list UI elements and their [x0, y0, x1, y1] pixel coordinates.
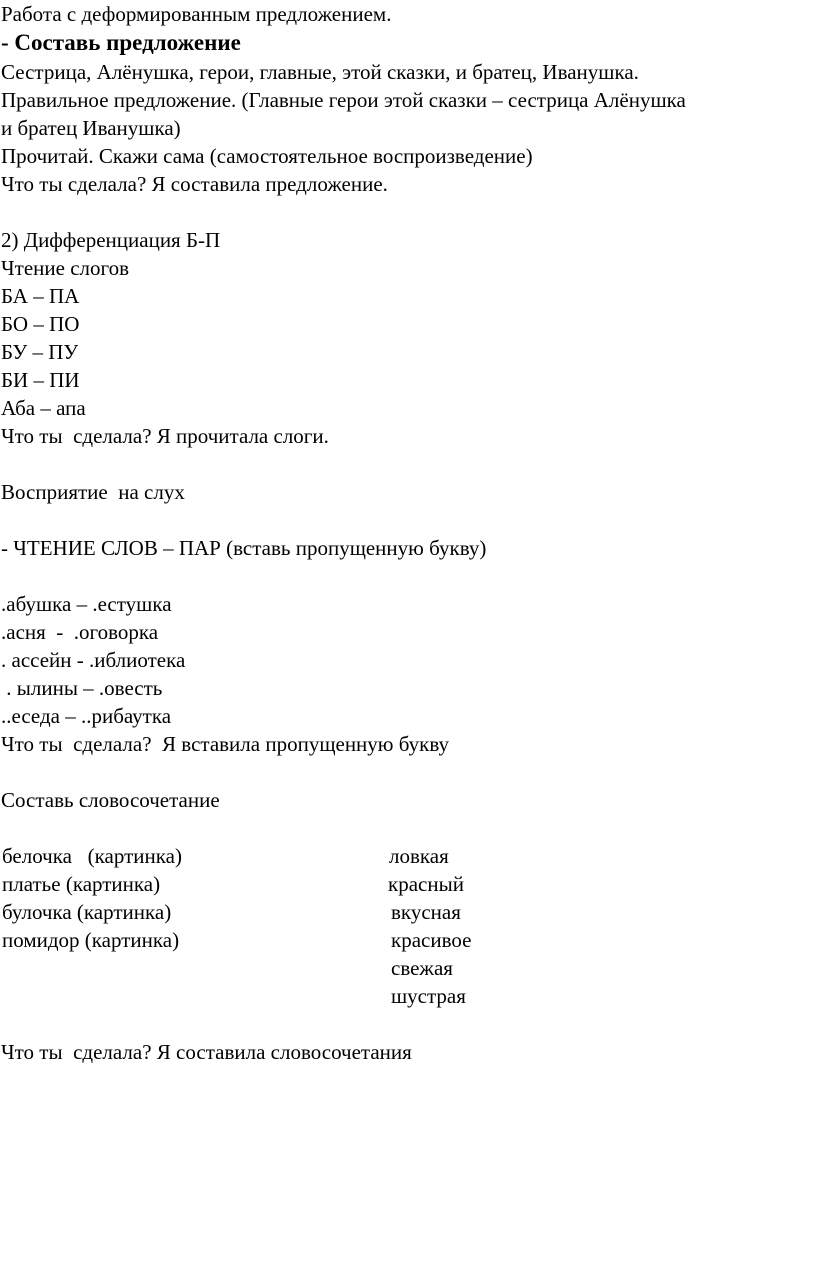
question-word-pairs: Что ты сделала? Я вставила пропущенную букву: [1, 732, 450, 756]
noun-item: платье (картинка): [2, 872, 161, 896]
syllable-pair: БА – ПА: [1, 284, 80, 308]
phrase-row: [1, 870, 816, 898]
noun-item: белочка (картинка): [2, 844, 182, 868]
adjective-item: вкусная: [391, 900, 461, 924]
phrases-title: Составь словосочетание: [1, 788, 220, 812]
word-pair: . ассейн - .иблиотека: [1, 648, 186, 672]
word-pair: .асня - .оговорка: [1, 620, 159, 644]
adjective-item: красивое: [391, 928, 472, 952]
blank-line: [1, 562, 816, 590]
adjective-item: шустрая: [391, 984, 466, 1008]
blank-line: [1, 506, 816, 534]
perception-title: Восприятие на слух: [1, 480, 185, 504]
word-pair: . ылины – .овесть: [1, 676, 163, 700]
phrase-row: [1, 898, 816, 926]
noun-item: булочка (картинка): [2, 900, 172, 924]
syllable-pair: БУ – ПУ: [1, 340, 79, 364]
word-pairs-title: - ЧТЕНИЕ СЛОВ – ПАР (вставь пропущенную букву): [1, 536, 487, 560]
adjective-item: свежая: [391, 956, 453, 980]
question-syllables: Что ты сделала? Я прочитала слоги.: [1, 424, 329, 448]
adjective-item: красный: [388, 872, 464, 896]
syllable-pair: Аба – апа: [1, 396, 86, 420]
syllable-pair: БИ – ПИ: [1, 368, 80, 392]
blank-line: [1, 814, 816, 842]
question-sentence: Что ты сделала? Я составила предложение.: [1, 172, 388, 196]
phrase-row: [1, 926, 816, 954]
blank-line: [1, 758, 816, 786]
phrase-row: [1, 954, 816, 982]
blank-line: [1, 198, 816, 226]
correct-sentence-line-1: Правильное предложение. (Главные герои этой сказки – сестрица Алёнушка: [1, 88, 686, 112]
adjective-item: ловкая: [389, 844, 449, 868]
scrambled-sentence: Сестрица, Алёнушка, герои, главные, этой сказки, и братец, Иванушка.: [1, 60, 639, 84]
section2-title: 2) Дифференциация Б-П: [1, 228, 221, 252]
word-pair: ..еседа – ..рибаутка: [1, 704, 172, 728]
phrase-row: [1, 842, 816, 870]
correct-sentence-line-2: и братец Иванушка): [1, 116, 181, 140]
noun-item: помидор (картинка): [2, 928, 180, 952]
task-heading: - Составь предложение: [1, 30, 241, 55]
read-instruction: Прочитай. Скажи сама (самостоятельное воспроизведение): [1, 144, 533, 168]
blank-line: [1, 450, 816, 478]
syllable-pair: БО – ПО: [1, 312, 80, 336]
section2-subtitle: Чтение слогов: [1, 256, 129, 280]
intro-title: Работа с деформированным предложением.: [1, 2, 392, 26]
phrase-row: [1, 982, 816, 1010]
blank-line: [1, 1010, 816, 1038]
word-pair: .абушка – .естушка: [1, 592, 172, 616]
question-phrases: Что ты сделала? Я составила словосочетания: [1, 1040, 412, 1064]
